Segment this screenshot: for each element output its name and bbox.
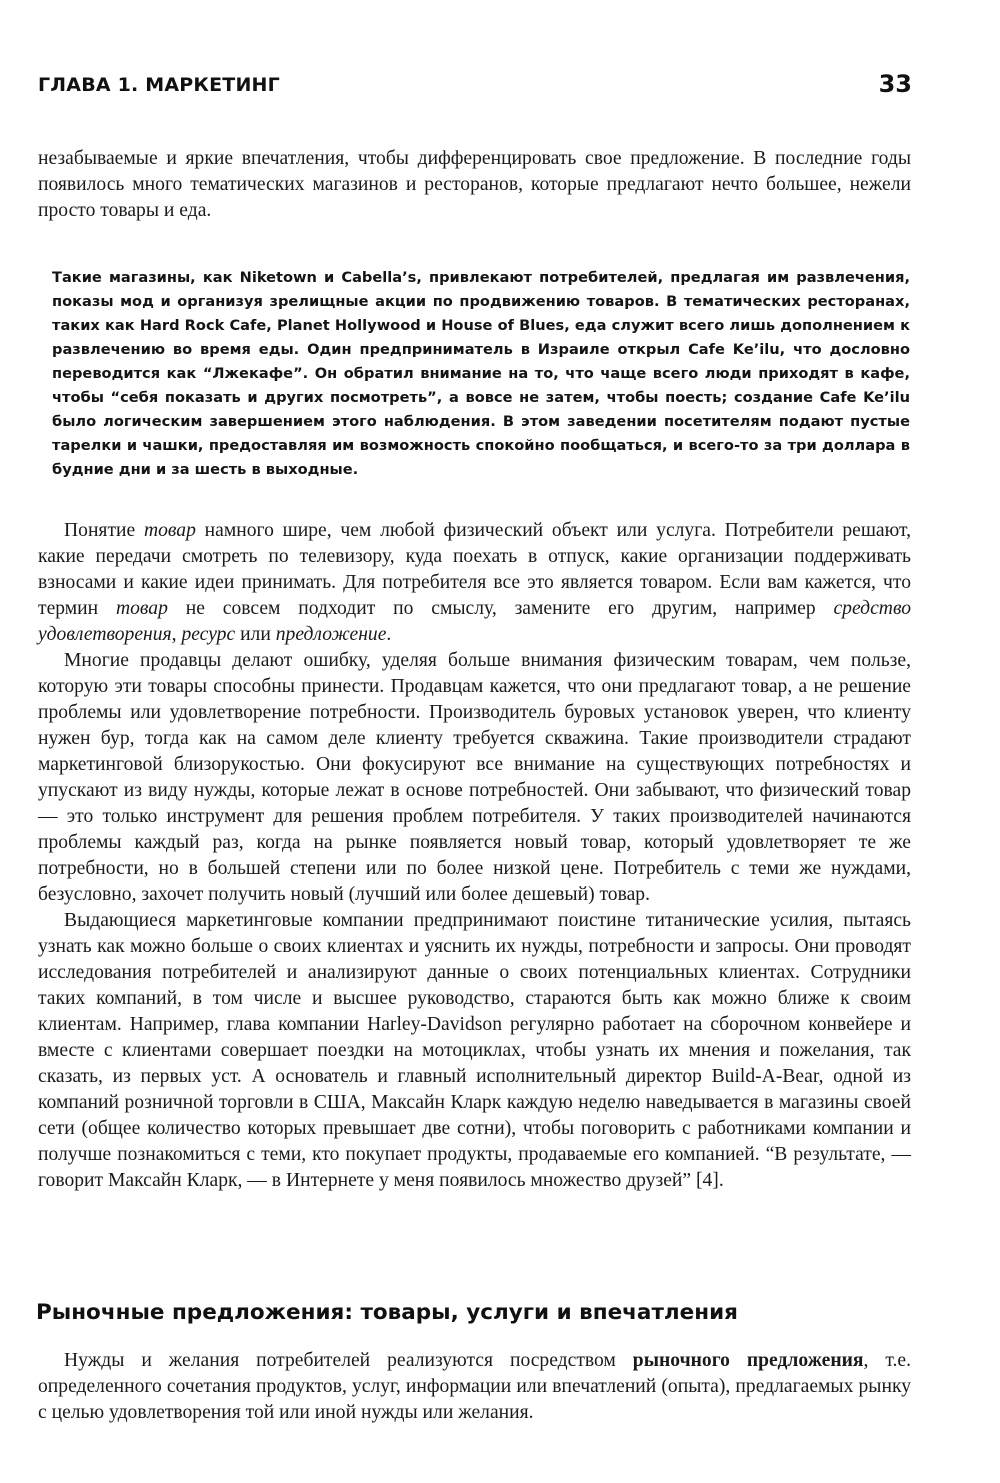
running-head: ГЛАВА 1. МАРКЕТИНГ xyxy=(38,74,280,96)
bold-term: рыночного предложения xyxy=(632,1350,864,1371)
text-run: намного шире, чем любой физический объект или услуга. Потребители решают, какие передачи смотреть по телевизору, куда поехать в отпуск, какие организации поддерживать взносами и какие идеи принимать. Для потребителя все это является товаром. Если вам кажется, что термин xyxy=(38,520,911,619)
section-heading: Рыночные предложения: товары, услуги и впечатления xyxy=(36,1300,738,1325)
italic-term: средство удовлетворения xyxy=(38,598,911,645)
italic-term: товар xyxy=(115,598,168,619)
italic-term: товар xyxy=(143,520,196,541)
text-run: , т.е. определенного сочетания продуктов, услуг, информации или впечатлений (опыта), предлагаемых рынку с целью удовлетворения той или иной нужды или желания. xyxy=(38,1350,911,1423)
text-run: . xyxy=(386,624,392,645)
text-run: или xyxy=(235,624,276,645)
paragraph-product-concept xyxy=(38,518,911,648)
sidebar-example: Такие магазины, как Niketown и Cabella’s, привлекают потребителей, предлагая им развлечения, показы мод и организуя зрелищные акции по продвижению товаров. В тематических ресторанах, таких как Hard Rock Cafe, Planet Hollywood и House of Blues, еда служит всего лишь дополнением к развлечению во время еды. Один предприниматель в Израиле открыл Cafe Ke’ilu, что дословно переводится как “Лжекафе”. Он обратил внимание на то, что чаще всего люди приходят в кафе, чтобы “себя показать и других посмотреть”, а вовсе не затем, чтобы поесть; создание Cafe Ke’ilu было логическим завершением этого наблюдения. В этом заведении посетителям подают пустые тарелки и чашки, предоставляя им возможность спокойно пообщаться, и всего-то за три доллара в будние дни и за шесть в выходные. xyxy=(52,269,910,478)
text-run: не совсем подходит по смыслу, замените его другим, например xyxy=(167,598,834,619)
text-run: , xyxy=(171,624,182,645)
text-run: Нужды и желания потребителей реализуются посредством xyxy=(64,1350,633,1371)
main-body xyxy=(38,518,911,1194)
text-run: Понятие xyxy=(64,520,144,541)
italic-term: ресурс xyxy=(181,624,236,645)
paragraph-marketing-myopia: Многие продавцы делают ошибку, уделяя больше внимания физическим товарам, чем пользе, которую эти товары способны принести. Продавцам кажется, что они предлагают товар, а не решение проблемы или удовлетворение потребности. Производитель буровых установок уверен, что клиенту нужен бур, тогда как на самом деле клиенту требуется скважина. Такие производители страдают маркетинговой близорукостью. Они фокусируют все внимание на существующих потребностях и упускают из виду нужды, которые лежат в основе потребностей. Они забывают, что физический товар — это только инструмент для решения проблем потребителя. У таких производителей начинаются проблемы каждый раз, когда на рынке появляется новый товар, который удовлетворяет те же потребности, но в большей степени или по более низкой цене. Потребитель с теми же нуждами, безусловно, захочет получить новый (лучший или более дешевый) товар. xyxy=(38,650,911,905)
paragraph-market-offering xyxy=(38,1348,911,1426)
italic-term: предложение xyxy=(275,624,387,645)
paragraph-customer-focus: Выдающиеся маркетинговые компании предпринимают поистине титанические усилия, пытаясь узнать как можно больше о своих клиентах и уяснить их нужды, потребности и запросы. Они проводят исследования потребителей и анализируют данные о своих потенциальных клиентах. Сотрудники таких компаний, в том числе и высшее руководство, стараются быть как можно ближе к своим клиентам. Например, глава компании Harley-Davidson регулярно работает на сборочном конвейере и вместе с клиентами совершает поездки на мотоциклах, чтобы узнать их мнения и пожелания, так сказать, из первых уст. А основатель и главный исполнительный директор Build-A-Bear, одной из компаний розничной торговли в США, Максайн Кларк каждую неделю наведывается в магазины своей сети (общее количество которых превышает две сотни), чтобы поговорить с работниками компании и получше познакомиться с теми, кто покупает продукты, продаваемые его компанией. “В результате, — говорит Максайн Кларк, — в Интернете у меня появилось множество друзей” [4]. xyxy=(38,910,911,1191)
intro-paragraph: незабываемые и яркие впечатления, чтобы дифференцировать свое предложение. В последние годы появилось много тематических магазинов и ресторанов, которые предлагают нечто большее, нежели просто товары и еда. xyxy=(38,148,911,221)
page-number: 33 xyxy=(878,70,912,98)
